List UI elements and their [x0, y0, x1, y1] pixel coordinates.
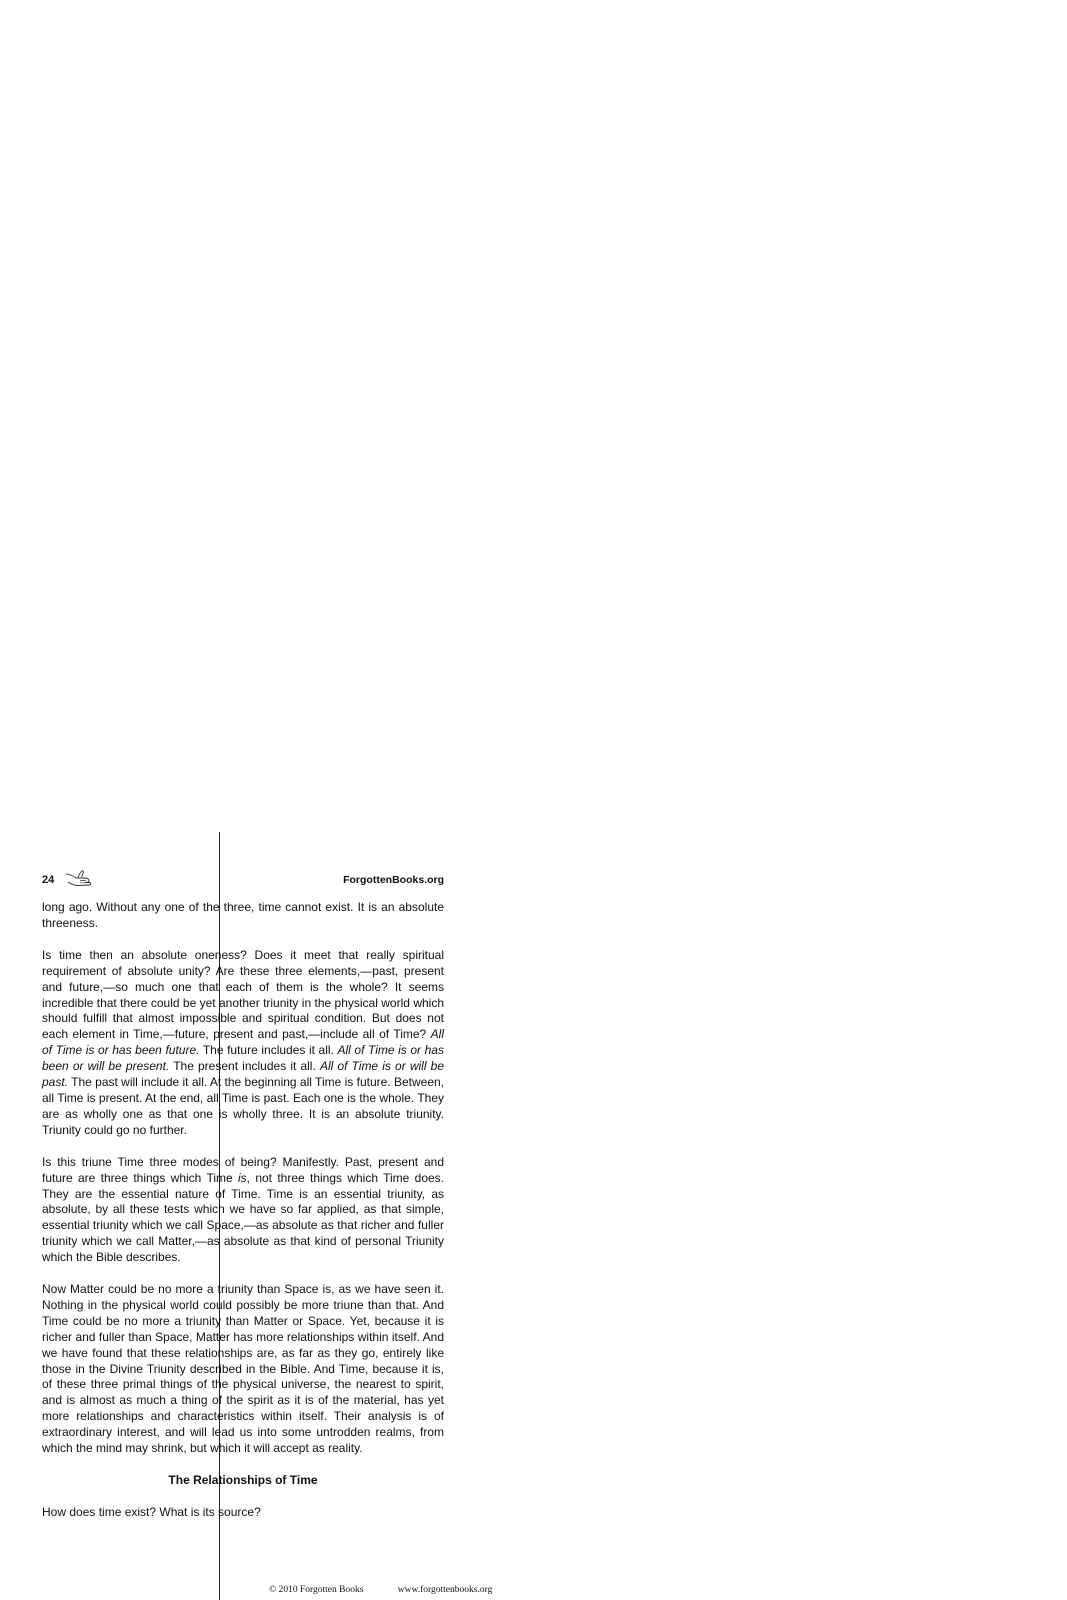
- footer-copyright: © 2010 Forgotten Books: [269, 1585, 364, 1595]
- paragraph-3-text-1: Is this triune Time three modes of being? Manifestly. Past, present and future are three things which Time: [42, 1154, 444, 1185]
- paragraph-2-text-4: The past will include it all. At the beginning all Time is future. Between, all Time is present. At the end, all Time is past. Each one is the whole. They are as wholly one as that one is wholly three. It is an absolute triunity. Triunity could go no further.: [42, 1075, 444, 1137]
- paragraph-2-italic-2: All of Time is or has been or will be present.: [42, 1043, 444, 1074]
- pointing-hand-icon: [64, 868, 94, 888]
- section-heading: The Relationships of Time: [168, 1473, 318, 1487]
- paragraph-2-text-1: Is time then an absolute oneness? Does it meet that really spiritual requirement of absolute unity? Are these three elements,—past, present and future,—so much one that each of them is the whole? It seems incredible that there could be yet another triunity in the physical world which should fulfill that almost impossible and spiritual condition. But does not each element in Time,—future, present and past,—include all of Time?: [42, 947, 444, 1042]
- paragraph-1: long ago. Without any one of the three, time cannot exist. It is an absolute threeness.: [42, 900, 444, 930]
- paragraph-2: [42, 948, 444, 1139]
- paragraph-2-italic-1: All of Time is or has been future.: [42, 1027, 444, 1058]
- footer-url: www.forgottenbooks.org: [397, 1585, 493, 1595]
- paragraph-2-text-3: The present includes it all.: [169, 1059, 320, 1074]
- paragraph-5: How does time exist? What is its source?: [42, 1504, 261, 1519]
- paragraph-2-text-2: The future includes it all.: [199, 1043, 338, 1058]
- page-body: [42, 900, 444, 1537]
- paragraph-3: [42, 1155, 444, 1266]
- header-site-name: ForgottenBooks.org: [343, 874, 444, 886]
- page-header: [42, 873, 444, 891]
- paragraph-4: Now Matter could be no more a triunity than Space is, as we have seen it. Nothing in the physical world could possibly be more triune than that. And Time could be no more a triunity than Matter or Space. Yet, because it is richer and fuller than Space, Matter has more relationships within itself. And we have found that these relationships are, as far as they go, entirely like those in the Divine Triunity described in the Bible. And Time, because it is, of these three primal things of the physical universe, the nearest to spirit, and is almost as much a thing of the spirit as it is of the material, has yet more relationships and characteristics within itself. Their analysis is of extraordinary interest, and will lead us into some untrodden realms, from which the mind may shrink, but which it will accept as reality.: [42, 1282, 444, 1456]
- paragraph-2-italic-3: All of Time is or will be past.: [42, 1059, 444, 1090]
- page-footer: [269, 1584, 492, 1596]
- paragraph-3-italic: is: [238, 1170, 247, 1185]
- paragraph-3-text-2: , not three things which Time does. They are the essential nature of Time. Time is an essential triunity, as absolute, by all these tests which we have so far applied, as that simple, essential triunity which we call Space,—as absolute as that richer and fuller triunity which we call Matter,—as absolute as that kind of personal Triunity which the Bible describes.: [42, 1170, 445, 1265]
- page-number: 24: [42, 874, 55, 886]
